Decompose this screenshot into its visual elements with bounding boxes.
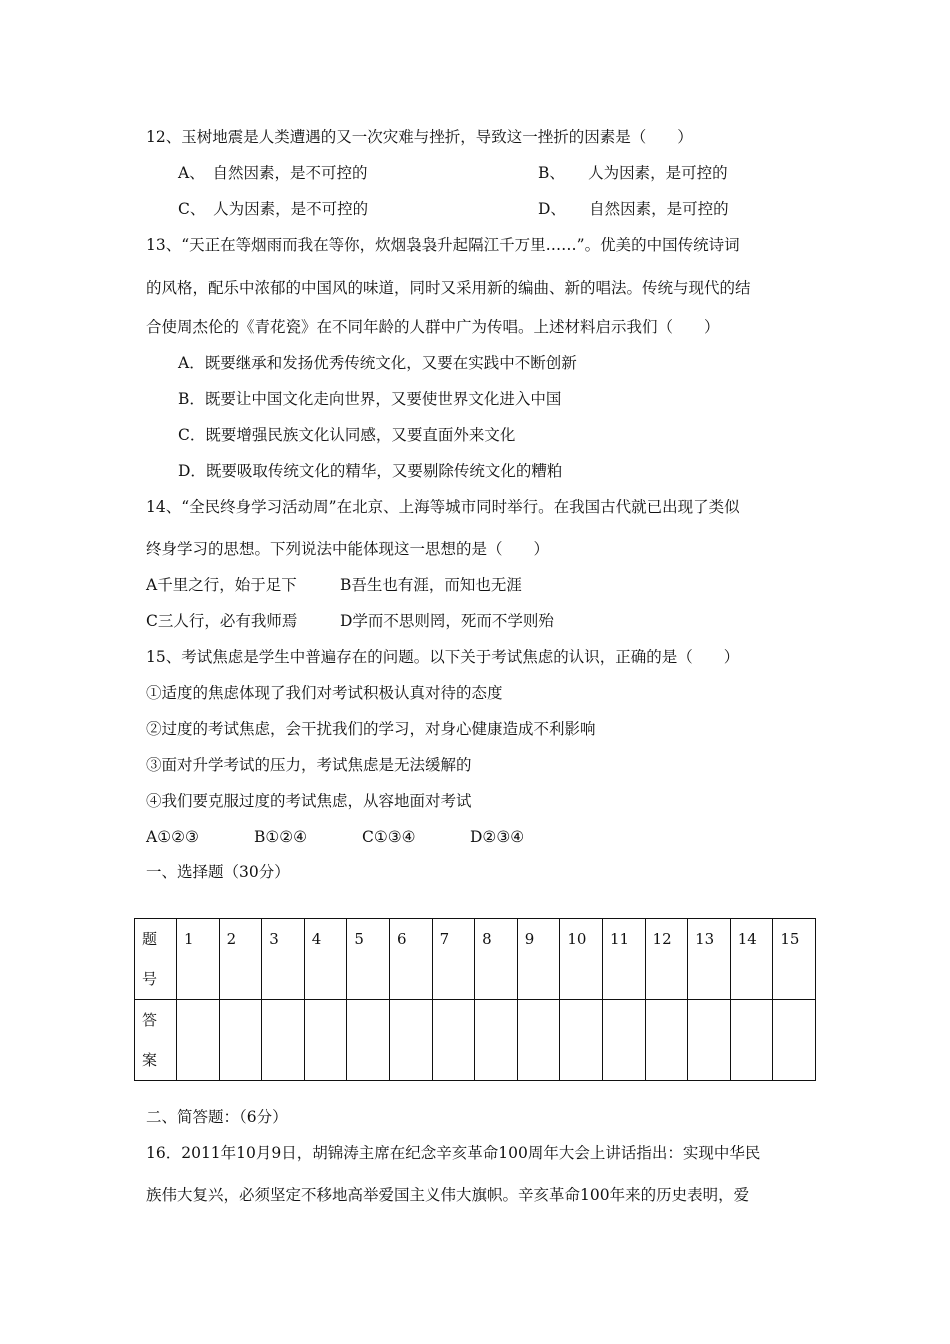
question-12-stem: 12、玉树地震是人类遭遇的又一次灾难与挫折，导致这一挫折的因素是（ ） [146,128,693,146]
table-row-numbers [135,919,816,1000]
table-row-answers [135,1000,816,1081]
number-cell: 9 [517,919,560,1000]
number-cell: 12 [645,919,688,1000]
q12-option-c: C、 人为因素，是不可控的 [178,200,369,218]
number-cell: 15 [773,919,816,1000]
q14-option-d: D学而不思则罔，死而不学则殆 [340,612,554,630]
q12-option-d: D、 自然因素，是可控的 [538,200,729,218]
answer-cell[interactable] [262,1000,305,1081]
number-cell: 10 [560,919,603,1000]
answer-cell[interactable] [517,1000,560,1081]
question-13-line: 的风格，配乐中浓郁的中国风的味道，同时又采用新的编曲、新的唱法。传统与现代的结 [146,279,751,297]
question-13-line: 13、“天正在等烟雨而我在等你，炊烟袅袅升起隔江千万里……”。优美的中国传统诗词 [146,236,740,254]
question-14-line: 终身学习的思想。下列说法中能体现这一思想的是（ ） [146,540,550,558]
q12-option-a: A、 自然因素，是不可控的 [178,164,368,182]
question-16-line: 16．2011年10月9日，胡锦涛主席在纪念辛亥革命100周年大会上讲话指出：实现中华民 [146,1144,761,1162]
answer-cell[interactable] [645,1000,688,1081]
number-cell: 5 [347,919,390,1000]
q14-option-c: C三人行，必有我师焉 [146,612,298,630]
number-cell: 3 [262,919,305,1000]
row-head-char: 号 [142,970,158,988]
row-head-char: 答 [142,1011,158,1029]
number-cell: 2 [219,919,262,1000]
q12-option-b: B、 人为因素，是可控的 [538,164,728,182]
question-15-stem: 15、考试焦虑是学生中普遍存在的问题。以下关于考试焦虑的认识，正确的是（ ） [146,648,740,666]
row-head-char: 案 [142,1051,158,1069]
answer-cell[interactable] [432,1000,475,1081]
number-cell: 1 [177,919,220,1000]
question-14-line: 14、“全民终身学习活动周”在北京、上海等城市同时举行。在我国古代就已出现了类似 [146,498,740,516]
q13-option-d: D．既要吸取传统文化的精华，又要剔除传统文化的糟粕 [178,462,563,480]
q15-statement-4: ④我们要克服过度的考试焦虑，从容地面对考试 [146,792,472,810]
number-cell: 6 [389,919,432,1000]
row-head-char: 题 [142,930,158,948]
q15-option-a: A①②③ [146,828,199,846]
question-13-line: 合使周杰伦的《青花瓷》在不同年龄的人群中广为传唱。上述材料启示我们（ ） [146,318,720,336]
number-cell: 11 [602,919,645,1000]
answer-cell[interactable] [773,1000,816,1081]
section-1-title: 一、选择题（30分） [146,863,290,881]
answer-table [134,918,816,1081]
number-cell: 8 [475,919,518,1000]
q14-option-a: A千里之行，始于足下 [146,576,297,594]
q15-option-c: C①③④ [362,828,416,846]
q15-option-d: D②③④ [470,828,525,846]
answer-cell[interactable] [602,1000,645,1081]
q15-statement-1: ①适度的焦虑体现了我们对考试积极认真对待的态度 [146,684,503,702]
answer-cell[interactable] [730,1000,773,1081]
q15-statement-3: ③面对升学考试的压力，考试焦虑是无法缓解的 [146,756,472,774]
q14-option-b: B吾生也有涯，而知也无涯 [340,576,522,594]
answer-cell[interactable] [389,1000,432,1081]
number-cell: 4 [304,919,347,1000]
number-cell: 13 [688,919,731,1000]
q15-option-b: B①②④ [254,828,308,846]
number-cell: 7 [432,919,475,1000]
row-head-answer [135,1000,177,1081]
answer-cell[interactable] [688,1000,731,1081]
q13-option-a: A．既要继承和发扬优秀传统文化，又要在实践中不断创新 [178,354,577,372]
q13-option-b: B．既要让中国文化走向世界，又要使世界文化进入中国 [178,390,562,408]
row-head-number [135,919,177,1000]
q13-option-c: C．既要增强民族文化认同感，又要直面外来文化 [178,426,516,444]
answer-cell[interactable] [560,1000,603,1081]
answer-cell[interactable] [177,1000,220,1081]
answer-cell[interactable] [475,1000,518,1081]
answer-cell[interactable] [219,1000,262,1081]
question-16-line: 族伟大复兴，必须坚定不移地高举爱国主义伟大旗帜。辛亥革命100年来的历史表明，爱 [146,1186,750,1204]
answer-cell[interactable] [304,1000,347,1081]
number-cell: 14 [730,919,773,1000]
q15-statement-2: ②过度的考试焦虑，会干扰我们的学习，对身心健康造成不利影响 [146,720,596,738]
answer-cell[interactable] [347,1000,390,1081]
section-2-title: 二、简答题：（6分） [146,1108,288,1126]
